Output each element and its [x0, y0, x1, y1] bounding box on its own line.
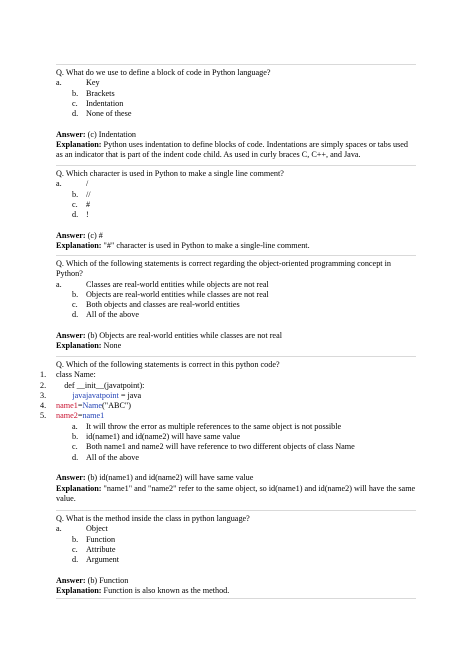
option-d: d. None of these [72, 109, 132, 119]
code-line-number: 4. [40, 401, 47, 411]
divider [56, 598, 416, 599]
option-a: a. / [56, 179, 89, 189]
option-b: b. // [72, 189, 91, 199]
explanation-text: Explanation: Python uses indentation to define blocks of code. Indentations are simply spaces or tabs used as an indicator that is part of the indent code child. As used in curly braces C, C++, and Java. [56, 140, 409, 160]
explanation-text: Explanation: None [56, 341, 122, 351]
option-a: a. It will throw the error as multiple references to the same object is not possible [72, 421, 342, 431]
divider [56, 510, 416, 511]
question-block-4 [40, 360, 416, 504]
option-d: d. All of the above [72, 452, 139, 462]
code-text: javajavatpoint = java [72, 390, 142, 400]
option-a: a. Classes are real-world entities while objects are not real [56, 279, 269, 289]
option-b: b. id(name1) and id(name2) will have same value [72, 432, 241, 442]
question-text: Q. What do we use to define a block of code in Python language? [56, 68, 271, 77]
option-a: a. Object [56, 524, 108, 534]
answer-line: Answer: (c) Indentation [56, 129, 137, 139]
option-c: c. Attribute [72, 544, 116, 554]
answer-line: Answer: (c) # [56, 230, 103, 240]
code-text: name2=name1 [56, 411, 105, 421]
option-d: d. Argument [72, 555, 120, 565]
option-b: b. Function [72, 534, 116, 544]
option-c: c. Both objects and classes are real-world entities [72, 300, 240, 310]
divider [56, 255, 416, 256]
answer-line: Answer: (b) id(name1) and id(name2) will have same value [56, 473, 254, 483]
option-c: c. Indentation [72, 98, 124, 108]
code-line-number: 5. [40, 411, 47, 421]
answer-line: Answer: (b) Objects are real-world entities while classes are not real [56, 331, 282, 341]
code-line [40, 390, 416, 401]
code-line-number: 3. [40, 390, 47, 400]
code-line [40, 370, 416, 380]
question-block-1 [56, 68, 416, 161]
code-line [40, 401, 416, 411]
explanation-text: Explanation: Function is also known as the method. [56, 586, 230, 596]
code-text: name1=Name("ABC") [56, 401, 131, 411]
code-line-number: 2. [40, 380, 47, 390]
explanation-text: Explanation: "#" character is used in Python to make a single-line comment. [56, 241, 310, 251]
option-d: d. ! [72, 210, 89, 220]
question-block-3 [56, 259, 416, 352]
option-c: c. Both name1 and name2 will have reference to two different objects of class Name [72, 442, 355, 452]
option-b: b. Brackets [72, 88, 115, 98]
option-b: b. Objects are real-world entities while classes are not real [72, 289, 269, 299]
option-a: a. Key [56, 78, 100, 88]
question-text: Q. Which of the following statements is correct regarding the object-oriented programming concept in Python? [56, 259, 391, 279]
code-text: class Name: [56, 370, 96, 380]
divider [56, 356, 416, 357]
answer-line: Answer: (b) Function [56, 575, 129, 585]
question-block-5 [56, 514, 416, 596]
divider [56, 165, 416, 166]
code-text: def __init__(javatpoint): [56, 380, 145, 390]
code-line [40, 380, 416, 391]
option-c: c. # [72, 199, 91, 209]
question-text: Q. Which character is used in Python to make a single line comment? [56, 169, 284, 178]
code-line-number: 1. [40, 370, 47, 380]
code-line [40, 411, 416, 421]
question-text: Q. Which of the following statements is correct in this python code? [56, 360, 280, 369]
divider [56, 64, 416, 65]
option-d: d. All of the above [72, 310, 139, 320]
code-block [40, 370, 416, 421]
question-block-2 [56, 169, 416, 251]
question-text: Q. What is the method inside the class in python language? [56, 514, 250, 523]
explanation-text: Explanation: "name1" and "name2" refer to the same object, so id(name1) and id(name2) will have the same value. [56, 483, 416, 503]
